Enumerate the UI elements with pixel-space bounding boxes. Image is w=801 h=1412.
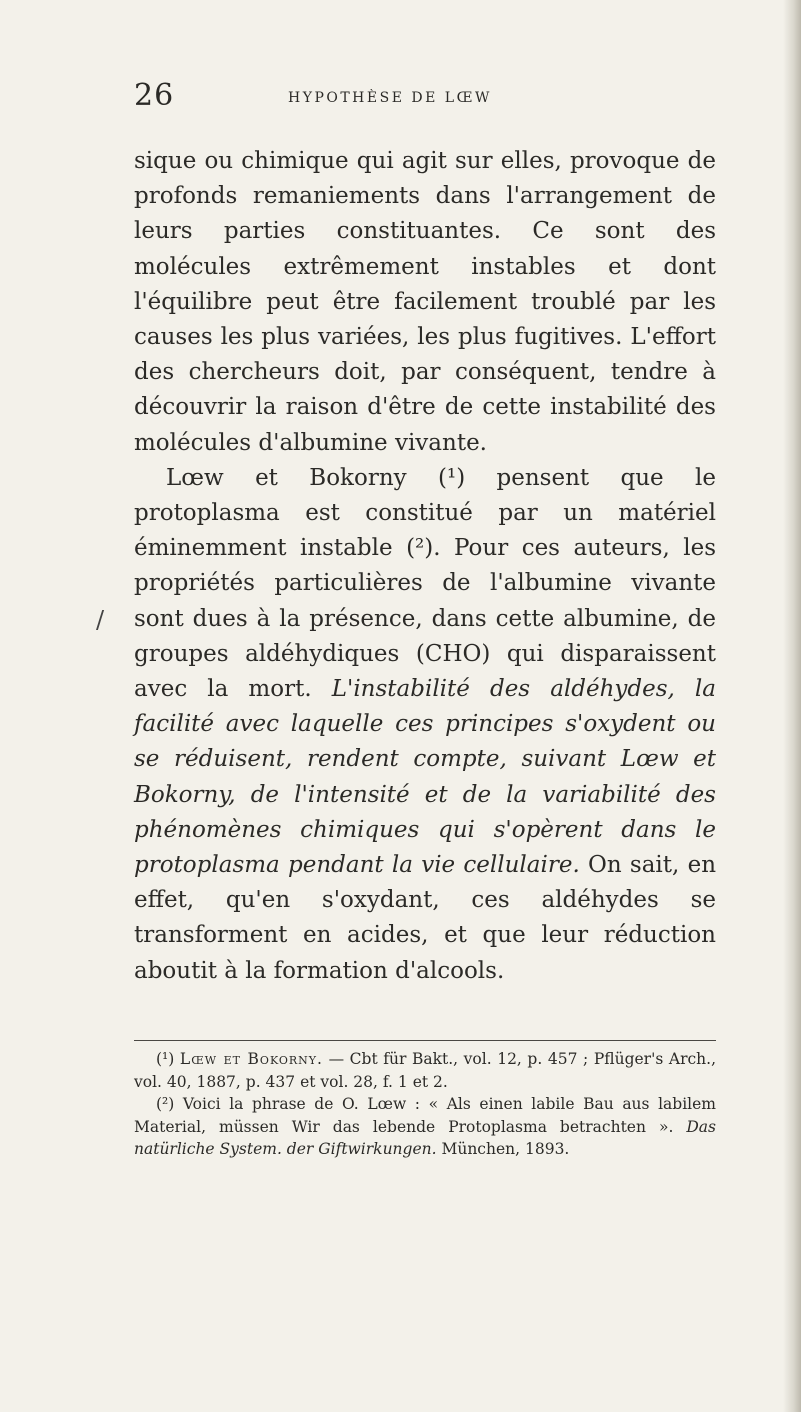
- footnote-2-end: München, 1893.: [436, 1140, 570, 1159]
- italic-passage: L'instabilité des aldéhydes, la facilité avec laquelle ces principes s'oxydent ou se réduisent, rendent compte, suivant Lœw et Bokorny, de l'intensité et de la variabilité des phénomènes chimiques qui s'opèrent dans le protoplasma pendant la vie cellulaire.: [134, 676, 716, 879]
- paragraph-2: [134, 461, 716, 989]
- footnote-1: [134, 1048, 716, 1093]
- running-title: HYPOTHÈSE DE LŒW: [288, 90, 492, 106]
- footnote-2-marker: (²): [156, 1095, 175, 1114]
- footnote-ref-1: (¹): [438, 464, 466, 491]
- footnote-1-text: — Cbt für Bakt., vol. 12, p. 457 ; Pflüger's Arch., vol. 40, 1887, p. 437 et vol. 28, f. 1 et 2.: [134, 1050, 717, 1091]
- footnote-1-authors: Lœw et Bokorny.: [179, 1050, 323, 1068]
- footnote-ref-2: (²): [406, 535, 434, 562]
- margin-mark: /: [96, 606, 105, 634]
- paragraph-2-mid: pensent que le protoplasma est constitué par un matériel éminemment instable: [134, 464, 717, 562]
- footnote-1-marker: (¹): [156, 1050, 175, 1068]
- page-edge-shadow: [783, 0, 801, 1412]
- paragraph-2-end: On sait, en effet, qu'en s'oxydant, ces aldéhydes se transforment en acides, et que leur réduction aboutit à la formation d'alcools.: [134, 852, 717, 984]
- footnote-rule: [134, 1040, 716, 1041]
- paragraph-2-start: Lœw et Bokorny: [166, 464, 438, 491]
- footnote-2-text: Voici la phrase de O. Lœw : « Als einen labile Bau aus labilem Material, müssen Wir das lebende Protoplasma betrachten ».: [134, 1095, 716, 1136]
- footnote-2: [134, 1093, 716, 1161]
- paragraph-2-cont: . Pour ces auteurs, les propriétés particulières de l'albumine vivante sont dues à la présence, dans cette albumine, de groupes aldéhydiques (CHO) qui disparaissent avec la mort.: [134, 535, 717, 703]
- footnote-2-title: Das natürliche System. der Giftwirkungen.: [134, 1117, 716, 1159]
- body-text: [134, 144, 716, 989]
- page-number: 26: [134, 78, 175, 113]
- footnotes: [134, 1048, 716, 1161]
- paragraph-1: sique ou chimique qui agit sur elles, provoque de profonds remaniements dans l'arrangement de leurs parties constituantes. Ce sont des molécules extrêmement instables et dont l'équilibre peut être facilement troublé par les causes les plus variées, les plus fugitives. L'effort des chercheurs doit, par conséquent, tendre à découvrir la raison d'être de cette instabilité des molécules d'albumine vivante.: [134, 148, 716, 456]
- page-header: [134, 78, 734, 126]
